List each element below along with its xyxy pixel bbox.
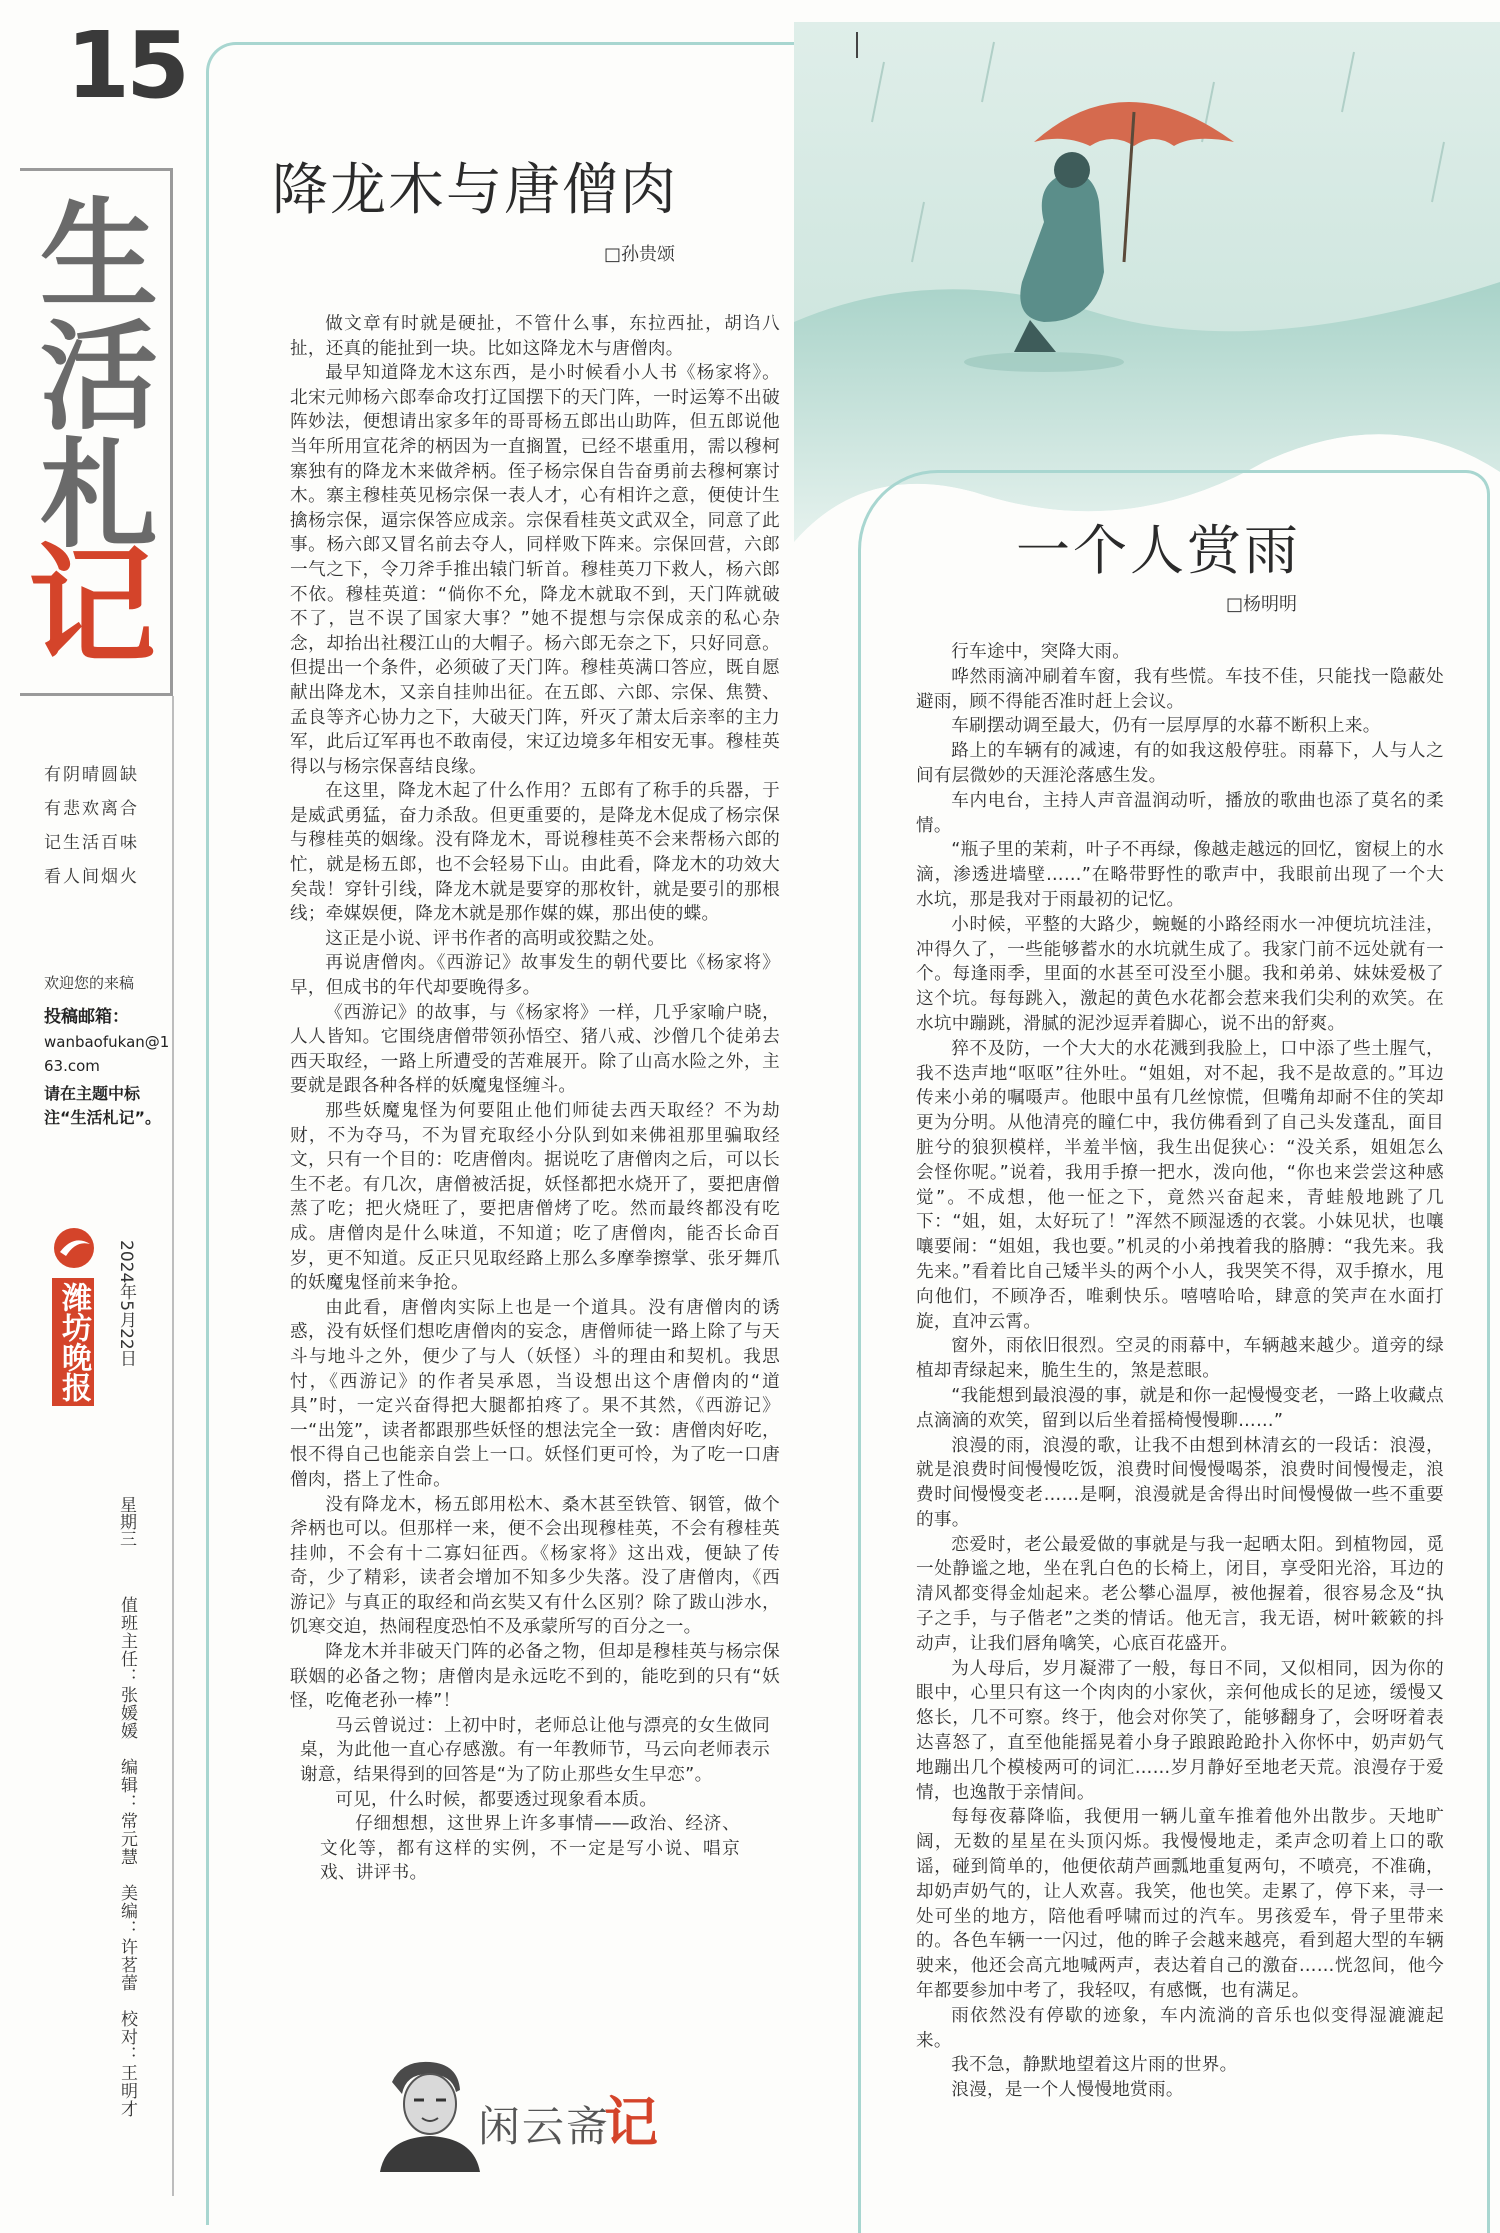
article1-paragraph: 仔细想想，这世界上许多事情——政治、经济、文化等，都有这样的实例，不一定是写小说、唱京戏、讲评书。 [320,1814,740,1884]
article1-paragraph: 那些妖魔鬼怪为何要阻止他们师徒去西天取经？不为劫财，不为夺马，不为冒充取经小分队到如来佛祖那里骗取经文，只有一个目的：吃唐僧肉。据说吃了唐僧肉之后，可以长生不老。有几次，唐僧被活捉，妖怪都把水烧开了，要把唐僧蒸了吃；把火烧旺了，要把唐僧烤了吃。然而最终都没有吃成。唐僧肉是什么味道，不知道；吃了唐僧肉，能否长命百岁，更不知道。反正只见取经路上那么多摩拳擦掌、张牙舞爪的妖魔鬼怪前来争抢。 [290,1101,780,1294]
column-title-char: 活 [40,307,159,446]
article2-title: 一个人赏雨 [1016,519,1301,582]
email-note: 请在主题中标注“生活札记”。 [44,1084,162,1127]
article2-paragraph: 路上的车辆有的减速，有的如我这般停驻。雨幕下，人与人之间有层微妙的天涯沦落感生发。 [916,741,1444,786]
motto-line: 有悲欢离合 [44,799,139,819]
column-title-char: 生 [40,185,159,324]
article1-title: 降龙木与唐僧肉 [272,158,678,223]
issue-weekday: 星期三 [116,1496,136,1547]
column-title-char: 记 [28,531,157,681]
newspaper-name [52,1278,94,1406]
motto-line: 看人间烟火 [44,867,139,887]
article2-paragraph: 雨依然没有停歇的迹象，车内流淌的音乐也似变得湿漉漉起来。 [916,2005,1444,2051]
staff-credits: 值班主任：张媛媛 编辑：常元慧 美编：许茗蕾 校对：王明才 [117,1596,137,2118]
email-address[interactable]: wanbaofukan@163.com [44,1033,170,1075]
article2-paragraph: 行车途中，突降大雨。 [951,642,1131,662]
newspaper-logo-icon [52,1226,96,1270]
column-brand-text: 闲云斋 [478,2102,611,2151]
article2-paragraph: 为人母后，岁月凝滞了一般，每日不同，又似相同，因为你的眼中，心里只有这一个肉肉的小家伙，亲何他成长的足迹，缓慢又悠长，几不可察。终于，他会对你笑了，能够翻身了，会呀呀着表达喜怒了，直至他能摇晃着小身子踉踉跄跄扑入你怀中，奶声奶气地蹦出几个模棱两可的词汇……岁月静好至地老天荒。浪漫存于爱情，也逸散于亲情间。 [916,1658,1444,1803]
column-motto [44,758,164,894]
article1-paragraph: 做文章有时就是硬扯，不管什么事，东拉西扯，胡诌八扯，还真的能扯到一块。比如这降龙木与唐僧肉。 [290,314,780,359]
motto-line: 有阴晴圆缺 [44,765,139,785]
author-portrait-icon [372,2052,482,2172]
article1-paragraph: 降龙木并非破天门阵的必备之物，但却是穆桂英与杨宗保联姻的必备之物；唐僧肉是永远吃不到的，能吃到的只有“妖怪，吃俺老孙一棒”！ [290,1642,780,1712]
page-number: 15 [66,12,187,119]
article2-author: □杨明明 [1226,594,1298,615]
article1-paragraph: 这正是小说、评书作者的高明或狡黠之处。 [325,928,666,949]
article1-paragraph: 《西游记》的故事，与《杨家将》一样，几乎家喻户晓，人人皆知。它围绕唐僧带领孙悟空、猪八戒、沙僧几个徒弟去西天取经，一路上所遭受的苦难展开。除了山高水险之外，主要就是跟各种各样的妖魔鬼怪缠斗。 [290,1002,780,1097]
article2-paragraph: 车刷摆动调至最大，仍有一层厚厚的水幕不断积上来。 [951,716,1381,737]
article1-paragraph: 没有降龙木，杨五郎用松木、桑木甚至铁管、钢管，做个斧柄也可以。但那样一来，便不会出现穆桂英，不会有穆桂英挂帅，不会有十二寡妇征西。《杨家将》这出戏，便缺了传奇，少了精彩，读者会增加不知多少失落。没了唐僧肉，《西游记》与真正的取经和尚玄奘又有什么区别？除了跋山涉水，饥寒交迫，热闹程度恐怕不及承蒙所写的百分之一。 [290,1494,780,1638]
article1-author: □孙贵颂 [604,244,676,265]
article1-paragraph: 由此看，唐僧肉实际上也是一个道具。没有唐僧肉的诱惑，没有妖怪们想吃唐僧肉的妄念，唐僧师徒一路上除了与天斗与地斗之外，便少了与人（妖怪）斗的理由和契机。我思忖，《西游记》的作者吴承恩，当设想出这个唐僧肉的“道具”时，一定兴奋得把大腿都拍疼了。果不其然，《西游记》一“出笼”，读者都跟那些妖怪的想法完全一致：唐僧肉好吃，恨不得自己也能亲自尝上一口。妖怪们更可怜，为了吃一口唐僧肉，搭上了性命。 [290,1297,780,1490]
article2-paragraph: 车内电台，主持人声音温润动听，播放的歌曲也添了莫名的柔情。 [916,790,1444,836]
article2-paragraph: 我不急，静默地望着这片雨的世界。 [951,2055,1238,2076]
article2-paragraph: “瓶子里的茉莉，叶子不再绿，像越走越远的回忆，窗棂上的水滴，渗透进墙壁……”在略带野性的歌声中，我眼前出现了一个大水坑，那是我对于雨最初的记忆。 [916,840,1444,910]
article2-paragraph: 哗然雨滴冲刷着车窗，我有些慌。车技不佳，只能找一隐蔽处避雨，顾不得能否准时赶上会议。 [916,666,1444,712]
article2-paragraph: 浪漫，是一个人慢慢地赏雨。 [951,2080,1184,2101]
article1-paragraph: 最早知道降龙木这东西，是小时候看小人书《杨家将》。北宋元帅杨六郎奉命攻打辽国摆下的天门阵，一时运筹不出破阵妙法，便想请出家多年的哥哥杨五郎出山助阵，但五郎说他当年所用宣花斧的柄因为一直搁置，已经不堪重用，需以穆柯寨独有的降龙木来做斧柄。侄子杨宗保自告奋勇前去穆柯寨讨木。寨主穆桂英见杨宗保一表人才，心有相许之意，便使计生擒杨宗保，逼宗保答应成亲。宗保看桂英文武双全，同意了此事。杨六郎又冒名前去夺人，同样败下阵来。宗保回营，六郎一气之下，令刀斧手推出辕门斩首。穆桂英刀下救人，杨六郎不依。穆桂英道：“倘你不允，降龙木就取不到，天门阵就破不了，岂不误了国家大事？”她不提想与宗保成亲的私心杂念，却抬出社稷江山的大帽子。杨六郎无奈之下，只好同意。但提出一个条件，必须破了天门阵。穆桂英满口答应，既自愿献出降龙木，又亲自挂帅出征。在五郎、六郎、宗保、焦赞、孟良等齐心协力之下，大破天门阵，歼灭了萧太后亲率的主力军，此后辽军再也不敢南侵，宋辽边境多年相安无事。穆桂英得以与杨宗保喜结良缘。 [290,363,780,777]
article2-paragraph: 小时候，平整的大路少，蜿蜒的小路经雨水一冲便坑坑洼洼，冲得久了，一些能够蓄水的水坑就生成了。我家门前不远处就有一个。每逢雨季，里面的水甚至可没至小腿。我和弟弟、妹妹爱极了这个坑。每每跳入，激起的黄色水花都会惹来我们尖利的欢笑。在水坑中蹦跳，滑腻的泥沙逗弄着脚心，说不出的舒爽。 [916,914,1444,1034]
article1-paragraph: 在这里，降龙木起了什么作用？五郎有了称手的兵器，于是威武勇猛，奋力杀敌。但更重要的，是降龙木促成了杨宗保与穆桂英的姻缘。没有降龙木，哥说穆桂英不会来帮杨六郎的忙，就是杨五郎，也不会轻易下山。由此看，降龙木的功效大矣哉！穿针引线，降龙木就是要穿的那枚针，就是要引的那根线；牵媒娱便，降龙木就是那作媒的媒，那出使的蝶。 [290,781,780,925]
article1-paragraph: 再说唐僧肉。《西游记》故事发生的朝代要比《杨家将》早，但成书的年代却要晚得多。 [290,953,780,999]
welcome-text: 欢迎您的来稿 [44,974,135,992]
article1-paragraph: 马云曾说过：上初中时，老师总让他与漂亮的女生做同桌，为此他一直心存感激。有一年教师节，马云向老师表示谢意，结果得到的回答是“为了防止那些女生早恋”。 [300,1715,770,1786]
article2-paragraph: 恋爱时，老公最爱做的事就是与我一起晒太阳。到植物园，觅一处静谧之地，坐在乳白色的长椅上，闭目，享受阳光浴，耳边的清风都变得金灿起来。老公攀心温厚，被他握着，很容易念及“执子之手，与子偕老”之类的情话。他无言，我无语，树叶簌簌的抖动声，让我们唇角噙笑，心底百花盛开。 [916,1534,1444,1654]
article2-paragraph: 浪漫的雨，浪漫的歌，让我不由想到林清玄的一段话：浪漫，就是浪费时间慢慢吃饭，浪费时间慢慢喝茶，浪费时间慢慢走，浪费时间慢慢变老……是啊，浪漫就是舍得出时间慢慢做一些不重要的事。 [916,1435,1444,1530]
email-label: 投稿邮箱： [44,1007,129,1027]
article2-paragraph: 每每夜幕降临，我便用一辆儿童车推着他外出散步。天地旷阔，无数的星星在头顶闪烁。我慢慢地走，柔声念叨着上口的歌谣，碰到简单的，他便依葫芦画瓢地重复两句，不喷亮，不准确，却奶声奶气的，让人欢喜。我笑，他也笑。走累了，停下来，寻一处可坐的地方，陪他看呼啸而过的汽车。男孩爱车，骨子里带来的。各色车辆一一闪过，他的眸子会越来越亮，看到超大型的车辆驶来，他还会高亢地喊两声，表达着自己的激奋……恍忽间，他今年都要参加中考了，我轻叹，有感慨，也有满足。 [916,1807,1444,2002]
article1-paragraph: 可见，什么时候，都要透过现象看本质。 [335,1789,658,1810]
column-divider [172,696,174,2196]
article2-paragraph: 猝不及防，一个大大的水花溅到我脸上，口中添了些土腥气，我不迭声地“呕呕”往外吐。“姐姐，对不起，我不是故意的。”耳边传来小弟的嘱嗫声。他眼中虽有几丝惊慌，但嘴角却耐不住的笑却更为分明。从他清亮的瞳仁中，我仿佛看到了自己头发蓬乱，面目脏兮的狼狈模样，半羞半恼，我生出促狭心：“没关系，姐姐怎么会怪你呢。”说着，我用手撩一把水，泼向他，“你也来尝尝这种感觉”。不成想，他一怔之下，竟然兴奋起来，青蛙般地跳了几下：“姐，姐，太好玩了！”浑然不顾湿透的衣裳。小妹见状，也嚷嚷要闹：“姐姐，我也要。”机灵的小弟拽着我的胳膊：“我先来。我先来。”看着比自己矮半头的两个小人，我哭笑不得，双手撩水，甩向他们，不顾净否，唯剩快乐。嘻嘻哈哈，肆意的笑声在水面打旋，直冲云霄。 [916,1038,1444,1332]
article2-body [916,640,1444,2103]
article2-paragraph: 窗外，雨依旧很烈。空灵的雨幕中，车辆越来越少。道旁的绿植却青绿起来，脆生生的，煞是惹眼。 [916,1336,1444,1382]
newspaper-name-text: 潍坊晚报 [56,1282,91,1402]
article2-paragraph: “我能想到最浪漫的事，就是和你一起慢慢变老，一路上收藏点点滴滴的欢笑，留到以后坐着摇椅慢慢聊……” [916,1385,1444,1431]
article1-body [290,312,790,1886]
column-title-char: 札 [40,425,159,564]
issue-date: 2024年5月22日 [116,1240,136,1367]
motto-line: 记生活百味 [44,833,139,853]
column-brand-char: 记 [604,2090,658,2154]
